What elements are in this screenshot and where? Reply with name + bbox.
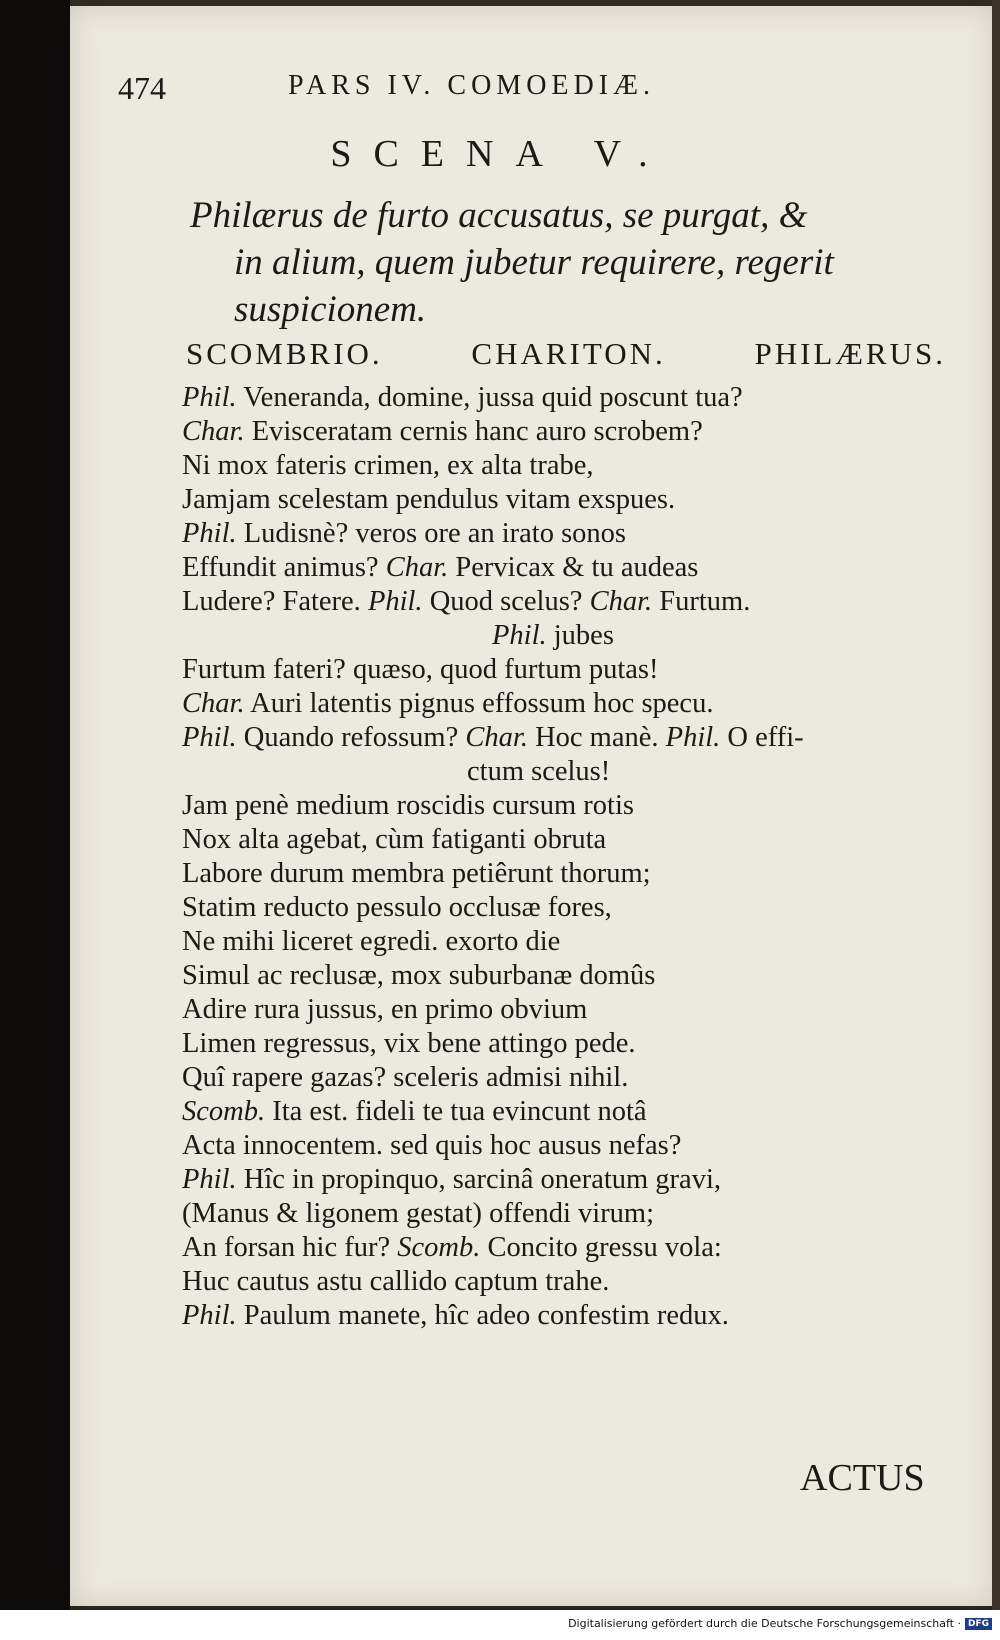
page-number: 474 xyxy=(118,70,166,106)
speaker-label: Phil. xyxy=(182,518,237,549)
verse-line xyxy=(182,449,942,483)
verse-segment: Quî rapere gazas? sceleris admisi nihil. xyxy=(182,1062,629,1093)
scan-left-border xyxy=(0,0,70,1610)
speaker-label: Scomb. xyxy=(397,1232,481,1263)
verse-segment: Ita est. fideli te tua evincunt notâ xyxy=(272,1096,647,1127)
verse-segment: Auri latentis pignus effossum hoc specu. xyxy=(250,688,714,719)
argument-line: suspicionem. xyxy=(234,289,427,330)
verse-text xyxy=(182,381,942,1333)
verse-segment: Ludere? Fatere. xyxy=(182,586,361,617)
speaker-label: Phil. xyxy=(492,620,547,651)
verse-line xyxy=(182,789,942,823)
speaker-label: Scomb. xyxy=(182,1096,266,1127)
verse-line xyxy=(182,1129,942,1163)
verse-segment: Quod scelus? xyxy=(429,586,583,617)
verse-segment: Huc cautus astu callido captum trahe. xyxy=(182,1266,610,1297)
verse-segment: (Manus & ligonem gestat) offendi virum; xyxy=(182,1198,655,1229)
speaker-label: Phil. xyxy=(367,586,423,617)
verse-line xyxy=(182,483,942,517)
speaker-label: Char. xyxy=(385,552,449,583)
speaker-label: Char. xyxy=(182,416,245,447)
person-name: SCOMBRIO. xyxy=(186,336,383,371)
verse-segment: Jam penè medium roscidis cursum rotis xyxy=(182,790,634,821)
argument-line: Philærus de furto accusatus, se purgat, & xyxy=(190,195,808,236)
verse-segment: Jamjam scelestam pendulus vitam exspues. xyxy=(182,484,676,515)
scan-right-border xyxy=(992,0,1000,1620)
verse-line xyxy=(182,1061,942,1095)
dramatis-personae xyxy=(186,336,946,372)
verse-segment: Limen regressus, vix bene attingo pede. xyxy=(182,1028,636,1059)
speaker-label: Phil. xyxy=(182,1300,237,1331)
verse-line xyxy=(182,381,942,415)
verse-segment: Veneranda, domine, jussa quid poscunt tua? xyxy=(243,382,743,413)
verse-line xyxy=(182,891,942,925)
verse-segment: jubes xyxy=(553,620,614,651)
scene-argument xyxy=(190,192,940,333)
verse-line xyxy=(182,925,942,959)
verse-line xyxy=(182,1095,942,1129)
verse-line xyxy=(182,517,942,551)
verse-segment: Concito gressu vola: xyxy=(487,1232,722,1263)
verse-line xyxy=(182,1265,942,1299)
verse-segment: Pervicax & tu audeas xyxy=(455,552,699,583)
verse-segment: Statim reducto pessulo occlusæ fores, xyxy=(182,892,612,923)
verse-segment: Ni mox fateris crimen, ex alta trabe, xyxy=(182,450,594,481)
verse-line xyxy=(182,551,942,585)
verse-segment: An forsan hic fur? xyxy=(182,1232,391,1263)
verse-line xyxy=(182,1163,942,1197)
verse-line xyxy=(182,687,942,721)
speaker-label: Char. xyxy=(589,586,653,617)
verse-segment: Effundit animus? xyxy=(182,552,379,583)
verse-segment: O effi- xyxy=(727,722,804,753)
verse-line xyxy=(182,1299,942,1333)
verse-line xyxy=(182,415,942,449)
person-name: CHARITON. xyxy=(471,336,666,371)
verse-segment: Hoc manè. xyxy=(535,722,659,753)
argument-line: in alium, quem jubetur requirere, regerit xyxy=(234,242,834,283)
verse-segment: Adire rura jussus, en primo obvium xyxy=(182,994,588,1025)
scene-title: SCENA V. xyxy=(330,133,670,175)
running-head: PARS IV. COMOEDIÆ. xyxy=(288,70,655,101)
digitization-credit xyxy=(568,1617,992,1630)
verse-segment: Ludisnè? veros ore an irato sonos xyxy=(243,518,627,549)
verse-segment: Furtum. xyxy=(659,586,751,617)
verse-line xyxy=(182,1197,942,1231)
verse-line xyxy=(182,585,942,619)
verse-segment: ctum scelus! xyxy=(467,756,611,787)
speaker-label: Phil. xyxy=(182,382,237,413)
speaker-label: Char. xyxy=(465,722,528,753)
speaker-label: Phil. xyxy=(182,1164,237,1195)
speaker-label: Phil. xyxy=(665,722,721,753)
verse-segment: Evisceratam cernis hanc auro scrobem? xyxy=(251,416,703,447)
catchword: ACTUS xyxy=(800,1457,925,1499)
verse-segment: Furtum fateri? quæso, quod furtum putas! xyxy=(182,654,659,685)
verse-segment: Labore durum membra petiêrunt thorum; xyxy=(182,858,651,889)
verse-segment: Acta innocentem. sed quis hoc ausus nefas? xyxy=(182,1130,682,1161)
verse-line xyxy=(182,959,942,993)
verse-line xyxy=(182,755,942,789)
verse-line xyxy=(182,1027,942,1061)
verse-line xyxy=(182,857,942,891)
verse-segment: Paulum manete, hîc adeo confestim redux. xyxy=(243,1300,729,1331)
verse-segment: Quando refossum? xyxy=(243,722,459,753)
dfg-logo: DFG xyxy=(965,1618,992,1630)
page-header xyxy=(118,70,918,110)
verse-line xyxy=(182,1231,942,1265)
speaker-label: Phil. xyxy=(182,722,237,753)
verse-segment: Hîc in propinquo, sarcinâ oneratum gravi, xyxy=(243,1164,721,1195)
credit-text: Digitalisierung gefördert durch die Deutsche Forschungsgemeinschaft · xyxy=(568,1617,961,1630)
verse-line xyxy=(182,823,942,857)
verse-segment: Nox alta agebat, cùm fatiganti obruta xyxy=(182,824,607,855)
verse-line xyxy=(182,619,942,653)
verse-line xyxy=(182,993,942,1027)
verse-line xyxy=(182,721,942,755)
verse-line xyxy=(182,653,942,687)
speaker-label: Char. xyxy=(182,688,245,719)
verse-segment: Simul ac reclusæ, mox suburbanæ domûs xyxy=(182,960,656,991)
verse-segment: Ne mihi liceret egredi. exorto die xyxy=(182,926,561,957)
person-name: PHILÆRUS. xyxy=(754,336,946,371)
